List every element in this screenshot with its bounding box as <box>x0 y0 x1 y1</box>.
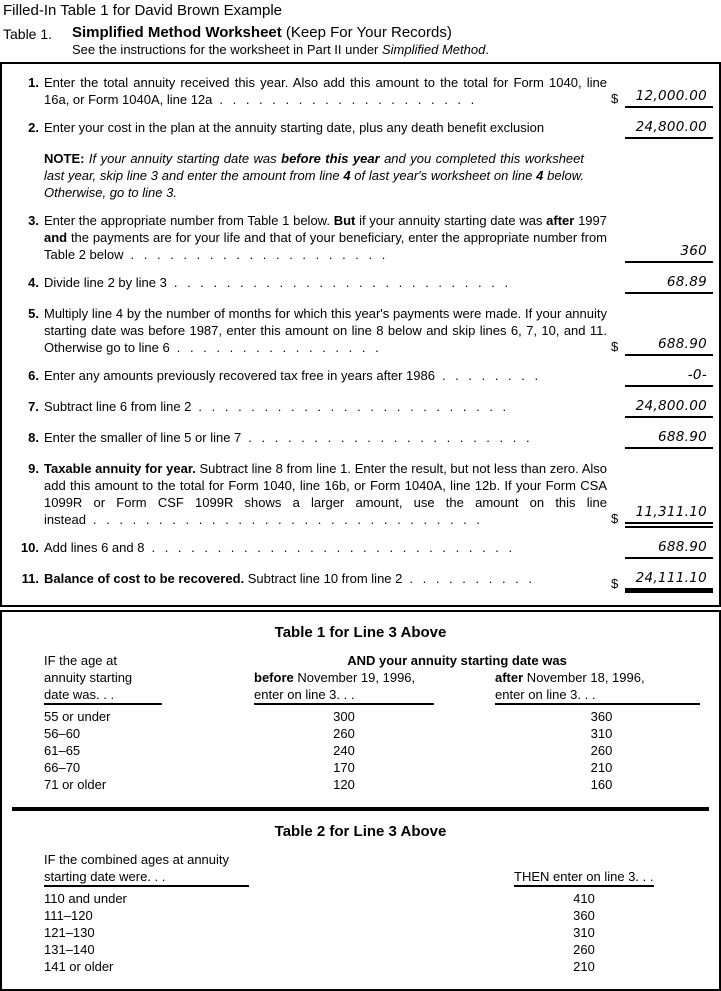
worksheet-line <box>2 74 713 108</box>
worksheet-line <box>2 367 713 387</box>
age-cell: 61–65 <box>44 743 81 758</box>
after-value: 210 <box>590 760 613 775</box>
line-value: 360 <box>625 243 713 263</box>
currency-symbol <box>611 417 625 418</box>
line-text: Enter your cost in the plan at the annuity starting date, plus any death benefit exclusion <box>44 119 607 136</box>
worksheet-line <box>2 398 713 418</box>
table2-ages-column-header: IF the combined ages at annuity starting date were. . . <box>44 851 249 887</box>
line-text: Enter the total annuity received this year. Also add this amount to the total for Form 1040, line 16a, or Form 1040A, line 12a . . . . . . . . . . . . . . . . . . . . <box>44 75 607 107</box>
line-number: 1. <box>28 75 39 90</box>
worksheet-header <box>0 24 721 58</box>
line-amount <box>611 367 713 387</box>
line-text: Balance of cost to be recovered. Subtract line 10 from line 2 . . . . . . . . . . <box>44 571 532 586</box>
worksheet-line <box>2 570 713 593</box>
table2-header <box>44 851 719 887</box>
currency-symbol <box>611 262 625 263</box>
line-value: 24,800.00 <box>625 398 713 418</box>
line-amount <box>611 336 713 356</box>
line-text: Subtract line 6 from line 2 . . . . . . . . . . . . . . . . . . . . . . . . <box>44 399 507 414</box>
line-value: 688.90 <box>625 429 713 449</box>
line-value: 24,800.00 <box>625 119 713 139</box>
reference-tables-box <box>0 610 721 991</box>
after-value: 310 <box>590 726 613 741</box>
before-value: 120 <box>333 777 355 792</box>
table1-and-header: AND your annuity starting date was <box>347 653 567 668</box>
ages-cell: 110 and under <box>44 891 127 906</box>
before-value: 260 <box>333 726 355 741</box>
line-amount <box>611 243 713 263</box>
currency-symbol <box>611 293 625 294</box>
table-row <box>44 742 719 759</box>
table2-title: Table 2 for Line 3 Above <box>274 823 447 840</box>
currency-symbol <box>611 448 625 449</box>
leader-dots: . . . . . . . . . . . . . . . . . . . . . . . . . . . . <box>151 540 513 555</box>
line-value: 688.90 <box>625 336 713 356</box>
leader-dots: . . . . . . . . <box>441 368 539 383</box>
line-amount <box>611 539 713 559</box>
table-row <box>44 907 719 924</box>
then-value: 260 <box>573 942 595 957</box>
age-cell: 71 or older <box>44 777 107 792</box>
ages-cell: 121–130 <box>44 925 95 940</box>
after-value: 260 <box>590 743 613 758</box>
then-value: 360 <box>573 908 595 923</box>
currency-symbol <box>611 386 625 387</box>
line-text: Enter any amounts previously recovered tax free in years after 1986 . . . . . . . . <box>44 368 539 383</box>
line-text: Taxable annuity for year. Subtract line 8 from line 1. Enter the result, but not less than zero. Also add this amount to the total for Form 1040, line 16b, or Form 1040A, line 12b. If your Form CSA 1099R or Form CSF 1099R shows a larger amount, use the amount on this line instead . . . . . . . . . . . . . . . . . . . . . . . . . . . . . . <box>44 461 607 527</box>
table1-before-column-header: before November 19, 1996, enter on line 3. . . <box>254 669 434 705</box>
line-value: -0- <box>625 367 713 387</box>
leader-dots: . . . . . . . . . . . . . . . . <box>176 340 379 355</box>
line-amount <box>611 504 713 528</box>
table2-rows <box>44 890 719 975</box>
currency-symbol: $ <box>611 576 619 591</box>
table-row <box>44 708 719 725</box>
worksheet-line <box>2 119 713 139</box>
table1-header <box>44 652 719 705</box>
after-value: 360 <box>590 709 613 724</box>
line-text: Multiply line 4 by the number of months for which this year's payments were made. If your annuity starting date was before 1987, enter this amount on line 8 below and skip lines 6, 7, 10, and 11. Otherwise go to line 6 . . . . . . . . . . . . . . . . <box>44 306 607 355</box>
table1-rows <box>44 708 719 793</box>
age-cell: 66–70 <box>44 760 81 775</box>
worksheet-subtitle: See the instructions for the worksheet in Part II under Simplified Method. <box>72 42 489 57</box>
currency-symbol: $ <box>611 511 619 526</box>
line-amount <box>611 429 713 449</box>
worksheet-line <box>2 274 713 294</box>
line-number: 6. <box>28 368 39 383</box>
worksheet-line <box>2 539 713 559</box>
table-row <box>44 941 719 958</box>
currency-symbol <box>611 138 625 139</box>
line-value: 12,000.00 <box>625 88 713 108</box>
line-number: 9. <box>28 461 39 476</box>
table-row <box>44 924 719 941</box>
line-number: 3. <box>28 213 39 228</box>
line-value: 68.89 <box>625 274 713 294</box>
line-text: Enter the appropriate number from Table 1 below. But if your annuity starting date was after 1997 and the payments are for your life and that of your beneficiary, enter the appropriate number from Table 2 below . . . . . . . . . . . . . . . . . . . . <box>44 213 607 262</box>
line-amount <box>611 570 713 593</box>
currency-symbol <box>611 558 625 559</box>
line-number: 2. <box>28 120 39 135</box>
line-number: 4. <box>28 275 39 290</box>
table1-age-column-header: IF the age at annuity starting date was. . . <box>44 652 162 705</box>
worksheet-label: Table 1. <box>3 26 53 42</box>
age-cell: 55 or under <box>44 709 111 724</box>
worksheet-line <box>2 460 713 528</box>
before-value: 240 <box>333 743 355 758</box>
line-text: Enter the smaller of line 5 or line 7 . . . . . . . . . . . . . . . . . . . . . . <box>44 430 530 445</box>
before-value: 170 <box>333 760 355 775</box>
age-cell: 56–60 <box>44 726 81 741</box>
worksheet-line <box>2 429 713 449</box>
table1-after-column-header: after November 18, 1996, enter on line 3. . . <box>495 669 700 705</box>
currency-symbol: $ <box>611 91 619 106</box>
leader-dots: . . . . . . . . . . . . . . . . . . . . <box>219 92 475 107</box>
worksheet-box <box>0 62 721 607</box>
line-text: Add lines 6 and 8 . . . . . . . . . . . . . . . . . . . . . . . . . . . . <box>44 540 513 555</box>
then-value: 210 <box>573 959 595 974</box>
table1-title: Table 1 for Line 3 Above <box>274 624 447 641</box>
leader-dots: . . . . . . . . . . . . . . . . . . . . . . . . . . <box>173 275 509 290</box>
worksheet-title-suffix: (Keep For Your Records) <box>281 24 452 41</box>
currency-symbol: $ <box>611 339 619 354</box>
line-text: Divide line 2 by line 3 . . . . . . . . . . . . . . . . . . . . . . . . . . <box>44 275 509 290</box>
page-title: Filled-In Table 1 for David Brown Example <box>3 2 283 19</box>
leader-dots <box>544 120 551 135</box>
leader-dots: . . . . . . . . . . . . . . . . . . . . . . . . . . . . . . <box>92 512 481 527</box>
leader-dots: . . . . . . . . . . . . . . . . . . . . <box>130 247 386 262</box>
line-number: 10. <box>20 540 39 555</box>
line-value: 24,111.10 <box>625 570 713 593</box>
line-number: 5. <box>28 306 39 321</box>
leader-dots: . . . . . . . . . . . . . . . . . . . . . . <box>248 430 530 445</box>
table-row <box>44 725 719 742</box>
worksheet-line <box>2 212 713 263</box>
line-number: 8. <box>28 430 39 445</box>
ages-cell: 141 or older <box>44 959 114 974</box>
leader-dots: . . . . . . . . . . <box>409 571 532 586</box>
line-number: 11. <box>21 571 39 586</box>
table-row <box>44 759 719 776</box>
then-value: 410 <box>573 891 595 906</box>
table2-then-column-header: THEN enter on line 3. . . <box>514 868 654 887</box>
ages-cell: 111–120 <box>44 908 93 923</box>
line-value: 11,311.10 <box>625 504 713 528</box>
table-divider <box>12 807 709 811</box>
then-value: 310 <box>573 925 595 940</box>
line-value: 688.90 <box>625 539 713 559</box>
worksheet-title-line <box>72 24 489 42</box>
table-row <box>44 776 719 793</box>
line-amount <box>611 88 713 108</box>
line-amount <box>611 274 713 294</box>
ages-cell: 131–140 <box>44 942 95 957</box>
line-number: 7. <box>28 399 39 414</box>
after-value: 160 <box>590 777 613 792</box>
worksheet-line <box>2 305 713 356</box>
line-amount <box>611 398 713 418</box>
note-text: NOTE: If your annuity starting date was before this year and you completed this worksheet last year, skip line 3 and enter the amount from line 4 of last year's worksheet on line 4 below. Otherwise, go to line 3. <box>44 151 584 200</box>
leader-dots: . . . . . . . . . . . . . . . . . . . . . . . . <box>198 399 507 414</box>
worksheet-title: Simplified Method Worksheet <box>72 24 282 41</box>
table-row <box>44 890 719 907</box>
line-amount <box>611 119 713 139</box>
before-value: 300 <box>333 709 355 724</box>
